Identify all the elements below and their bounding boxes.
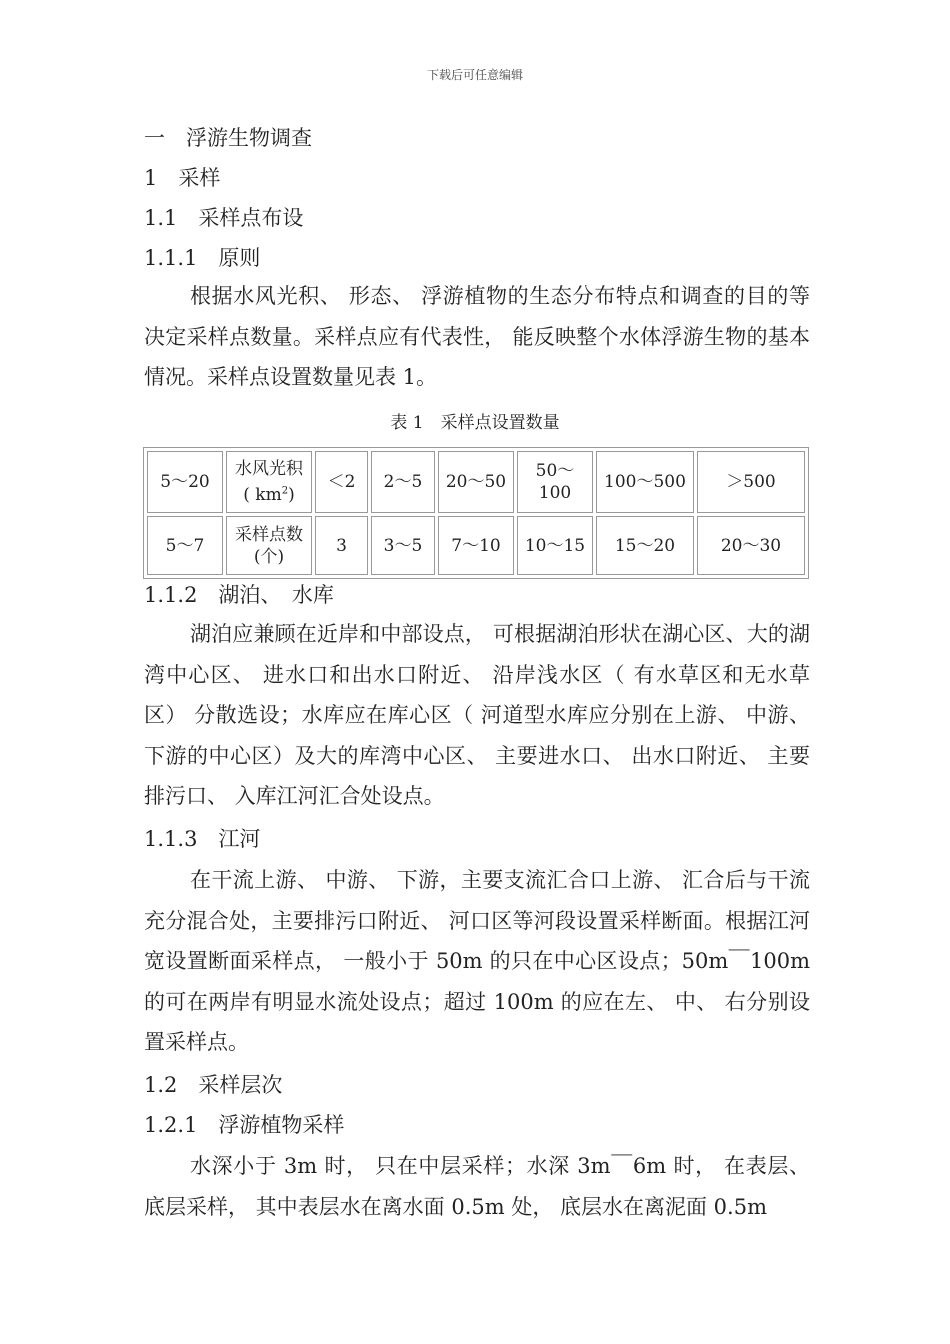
paragraph-text: 水深小于 3m 时， 只在中层采样；水深 3m￣6m 时， 在表层、底层采样， 其中表层水在离水面 0.5m 处， 底层水在离泥面 0.5m: [144, 1154, 810, 1219]
table-cell: ＞500: [697, 451, 805, 513]
heading-phytoplankton-sampling: 1.2.1 浮游植物采样: [144, 1113, 345, 1137]
table-row: [147, 451, 805, 513]
table-cell: 5～20: [147, 451, 223, 513]
table-cell: ＜2: [315, 451, 368, 513]
heading-lakes-reservoirs: 1.1.2 湖泊、 水库: [144, 583, 334, 607]
heading-plankton-survey: 一 浮游生物调查: [144, 126, 312, 150]
table-cell: 20～30: [697, 516, 805, 575]
paragraph-rivers: [144, 860, 810, 1063]
heading-sampling-layers: 1.2 采样层次: [144, 1073, 283, 1097]
table-cell: 3～5: [371, 516, 435, 575]
table-cell: 50～100: [517, 451, 593, 513]
table-cell: 100～500: [596, 451, 694, 513]
paragraph-lakes-reservoirs: [144, 614, 810, 817]
table-cell: 5～7: [147, 516, 223, 575]
page-header: 下载后可任意编辑: [426, 68, 523, 82]
paragraph-principle: [144, 276, 810, 398]
heading-sampling: 1 采样: [144, 166, 221, 190]
table-row-header: 采样点数(个): [226, 516, 312, 575]
heading-rivers: 1.1.3 江河: [144, 827, 261, 851]
paragraph-text: 在干流上游、 中游、 下游，主要支流汇合口上游、 汇合后与干流充分混合处，主要排污口附近、 河口区等河段设置采样断面。根据江河宽设置断面采样点， 一般小于 50m 的只在中心区设点；50m￣100m 的可在两岸有明显水流处设点；超过 100m 的应在左、 中、 右分别设置采样点。: [144, 868, 810, 1054]
row-header-label: 水风光积: [235, 459, 303, 480]
table-cell: 3: [315, 516, 368, 575]
sampling-points-table: [143, 447, 809, 579]
table-row: [147, 516, 805, 575]
table-row-header: [226, 451, 312, 513]
table-cell: 20～50: [438, 451, 514, 513]
heading-sampling-points: 1.1 采样点布设: [144, 206, 304, 230]
heading-principle: 1.1.1 原则: [144, 246, 261, 270]
table-caption: 表 1 采样点设置数量: [390, 413, 560, 433]
row-header-unit: ( $km^2$): [243, 484, 295, 505]
paragraph-text: 根据水风光积、 形态、 浮游植物的生态分布特点和调查的目的等决定采样点数量。采样点应有代表性， 能反映整个水体浮游生物的基本情况。采样点设置数量见表 1。: [144, 284, 810, 389]
paragraph-text: 湖泊应兼顾在近岸和中部设点， 可根据湖泊形状在湖心区、大的湖湾中心区、 进水口和出水口附近、 沿岸浅水区（ 有水草区和无水草区） 分散选设；水库应在库心区（ 河道型水库应分别在上游、 中游、 下游的中心区）及大的库湾中心区、 主要进水口、 出水口附近、 主要排污口、 入库江河汇合处设点。: [144, 622, 810, 808]
table-cell: 7～10: [438, 516, 514, 575]
table-cell: 15～20: [596, 516, 694, 575]
table-cell: 10～15: [517, 516, 593, 575]
paragraph-phytoplankton: [144, 1146, 810, 1227]
table-cell: 2～5: [371, 451, 435, 513]
